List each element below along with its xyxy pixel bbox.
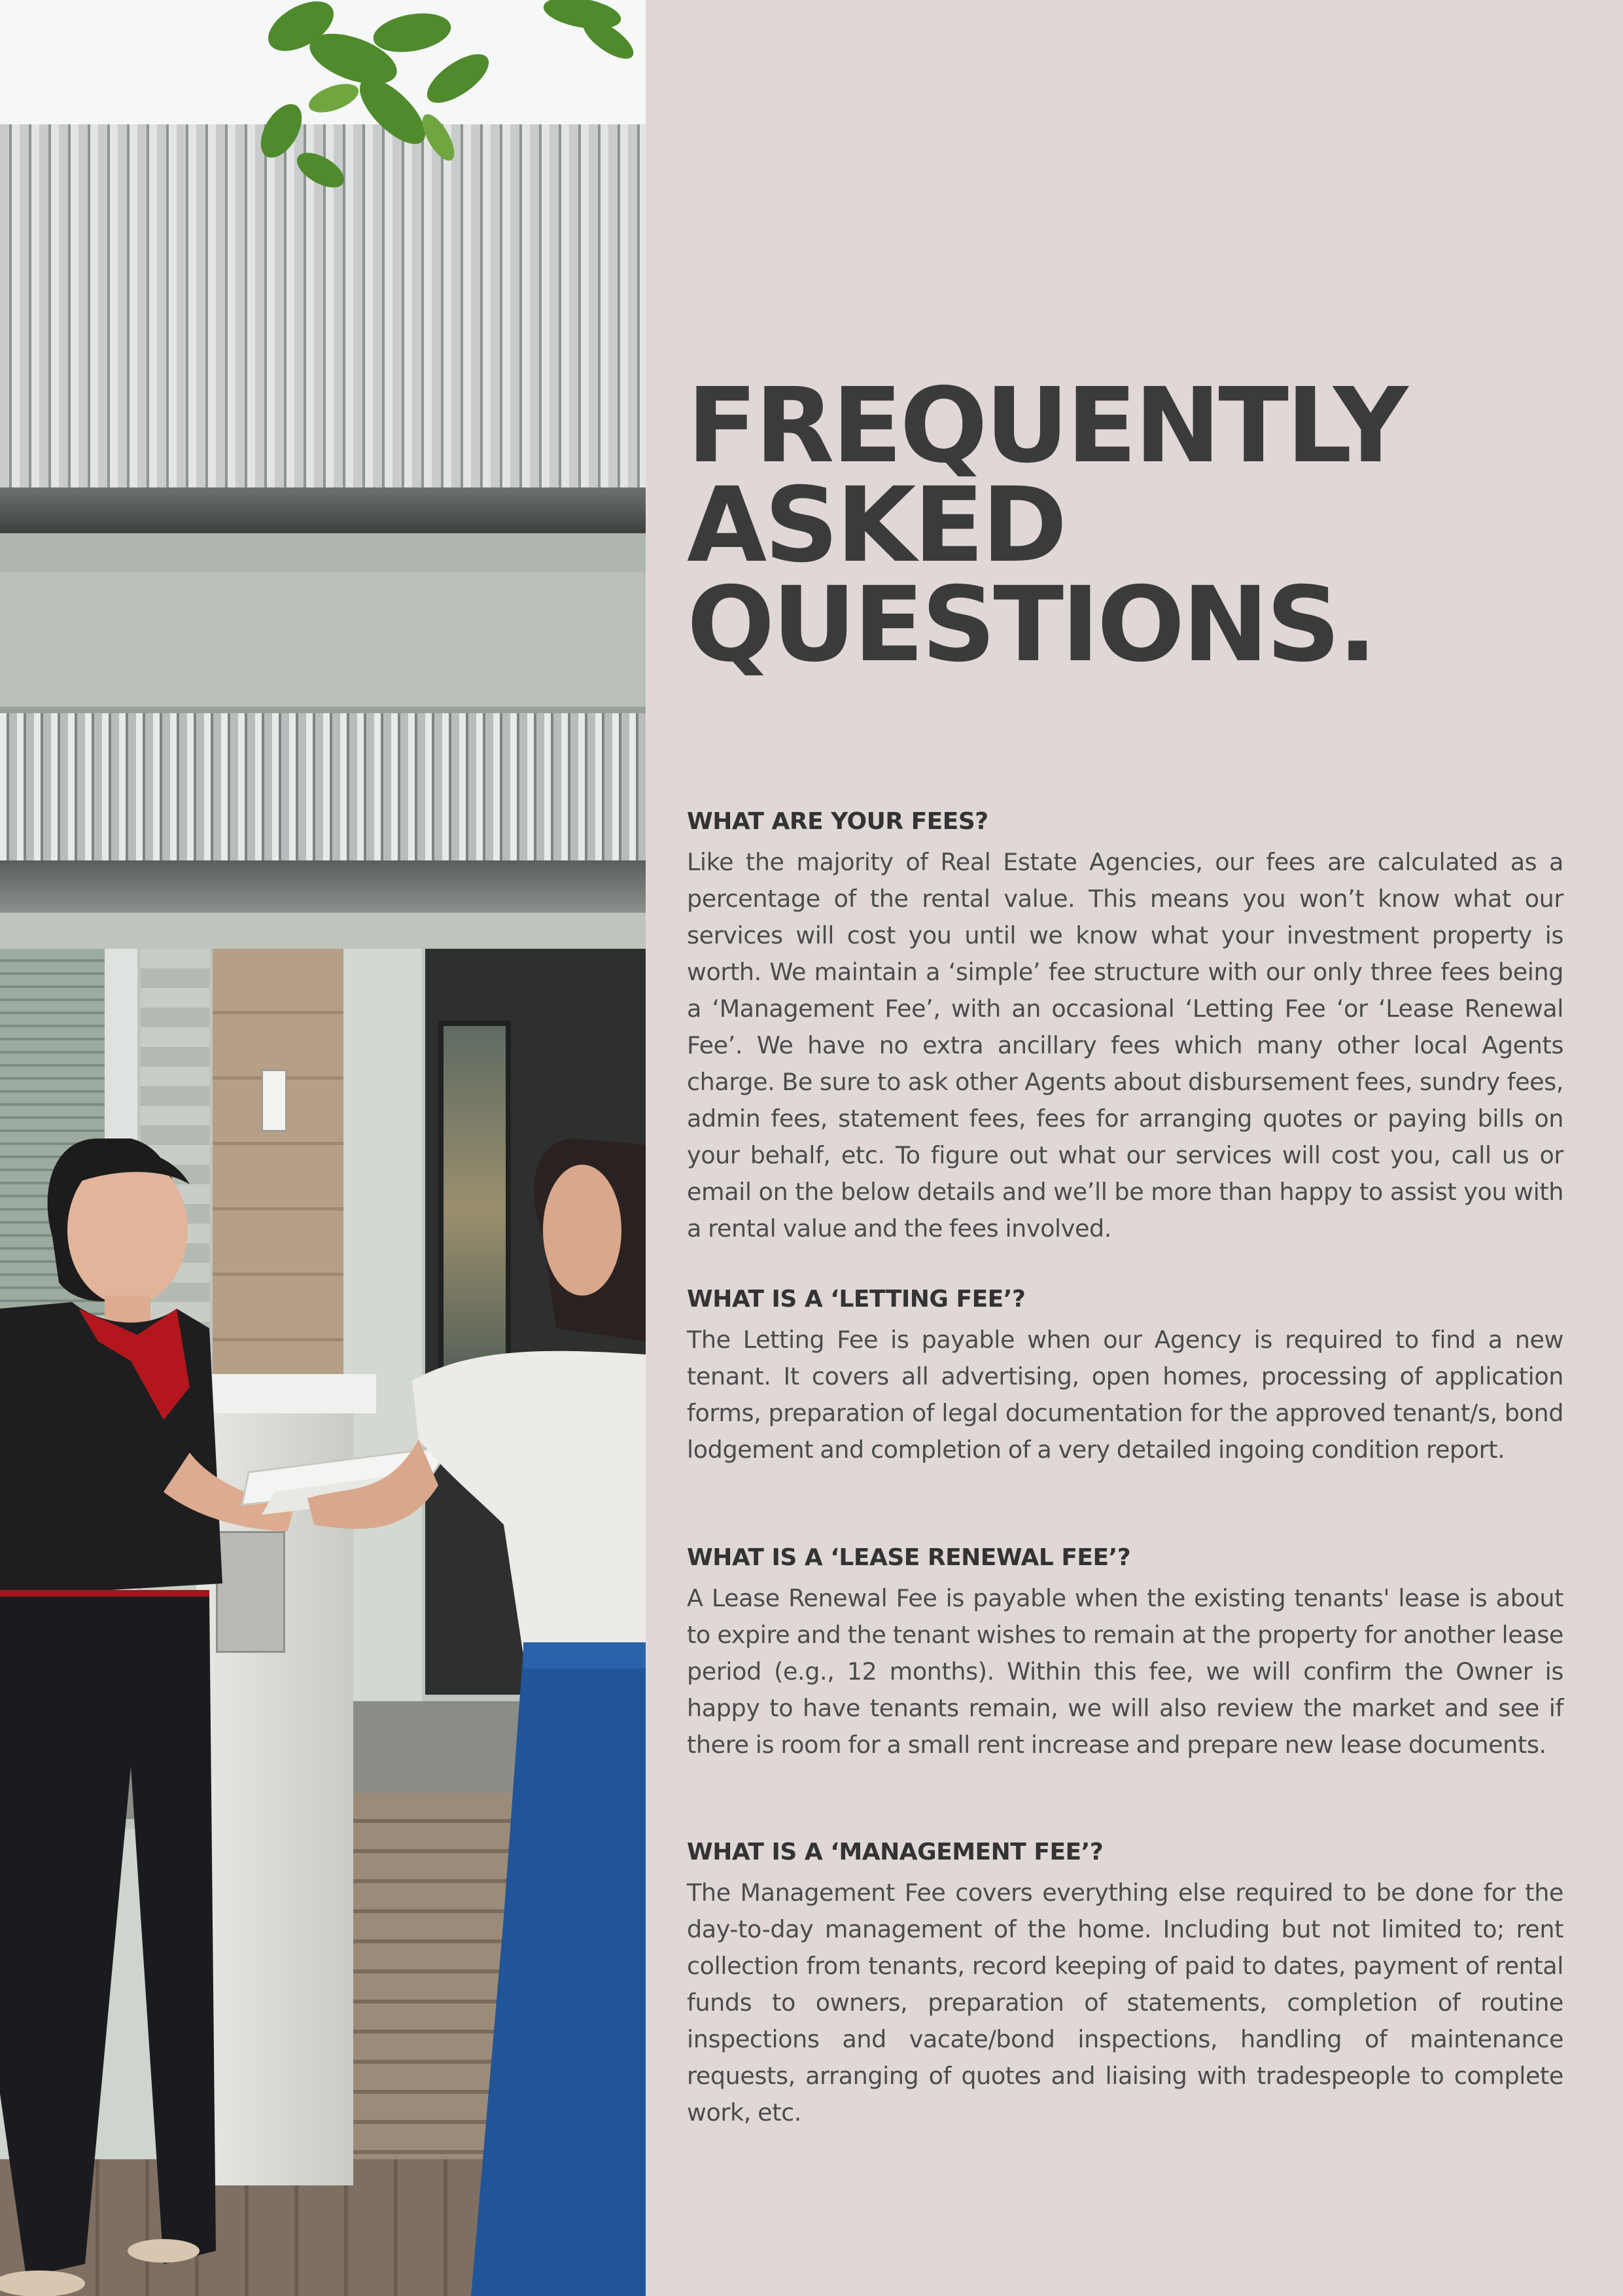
roof-gutter bbox=[0, 487, 646, 533]
faq-answer: A Lease Renewal Fee is payable when the existing tenants' lease is about to expire and the tenant wishes to remain at the property for another lease period (e.g., 12 months). Within this fee, we will confirm the Owner is happy to have tenants remain, we will also review the market and see if there is room for a small rent increase and prepare new lease documents. bbox=[687, 1584, 1563, 1759]
faq-question: WHAT IS A ‘MANAGEMENT FEE’? bbox=[687, 1839, 1104, 1865]
fascia bbox=[0, 533, 646, 578]
faq-management-fee bbox=[687, 1837, 1563, 2131]
wall-band bbox=[0, 573, 646, 716]
faq-answer: Like the majority of Real Estate Agencies, our fees are calculated as a percentage of the rental value. This means you won’t know what our services will cost you until we know what your investment property is worth. We maintain a ‘simple’ fee structure with our only three fees being a ‘Management Fee’, with an occasional ‘Letting Fee ‘or ‘Lease Renewal Fee’. We have no extra ancillary fees which many other local Agents charge. Be sure to ask other Agents about disbursement fees, sundry fees, admin fees, statement fees, fees for arranging quotes or paying bills on your behalf, etc. To figure out what our services will cost you, call us or email on the below details and we’ll be more than happy to assist you with a rental value and the fees involved. bbox=[687, 848, 1563, 1243]
faq-question: WHAT IS A ‘LEASE RENEWAL FEE’? bbox=[687, 1544, 1131, 1571]
foliage-icon bbox=[242, 0, 646, 216]
faq-fees bbox=[687, 806, 1563, 1247]
verandah-beam bbox=[0, 860, 646, 913]
page-title: FREQUENTLY ASKED QUESTIONS. bbox=[687, 366, 1406, 685]
faq-lease-renewal-fee bbox=[687, 1542, 1563, 1763]
faq-question: WHAT ARE YOUR FEES? bbox=[687, 808, 988, 835]
verandah-roof bbox=[0, 713, 646, 860]
faq-letting-fee bbox=[687, 1284, 1563, 1468]
faq-answer: The Management Fee covers everything else required to be done for the day-to-day management of the home. Including but not limited to; rent collection from tenants, record keeping of paid to dates, payment of rental funds to owners, preparation of statements, completion of routine inspections and vacate/bond inspections, handling of maintenance requests, arranging of quotes and liaising with tradespeople to complete work, etc. bbox=[687, 1879, 1563, 2127]
porch-photo bbox=[0, 0, 646, 2296]
faq-answer: The Letting Fee is payable when our Agency is required to find a new tenant. It covers all advertising, open homes, processing of application forms, preparation of legal documentation for the approved tenant/s, bond lodgement and completion of a very detailed ingoing condition report. bbox=[687, 1326, 1563, 1464]
agent-woman bbox=[0, 1112, 340, 2296]
client-woman bbox=[307, 1132, 646, 2296]
faq-question: WHAT IS A ‘LETTING FEE’? bbox=[687, 1286, 1026, 1313]
